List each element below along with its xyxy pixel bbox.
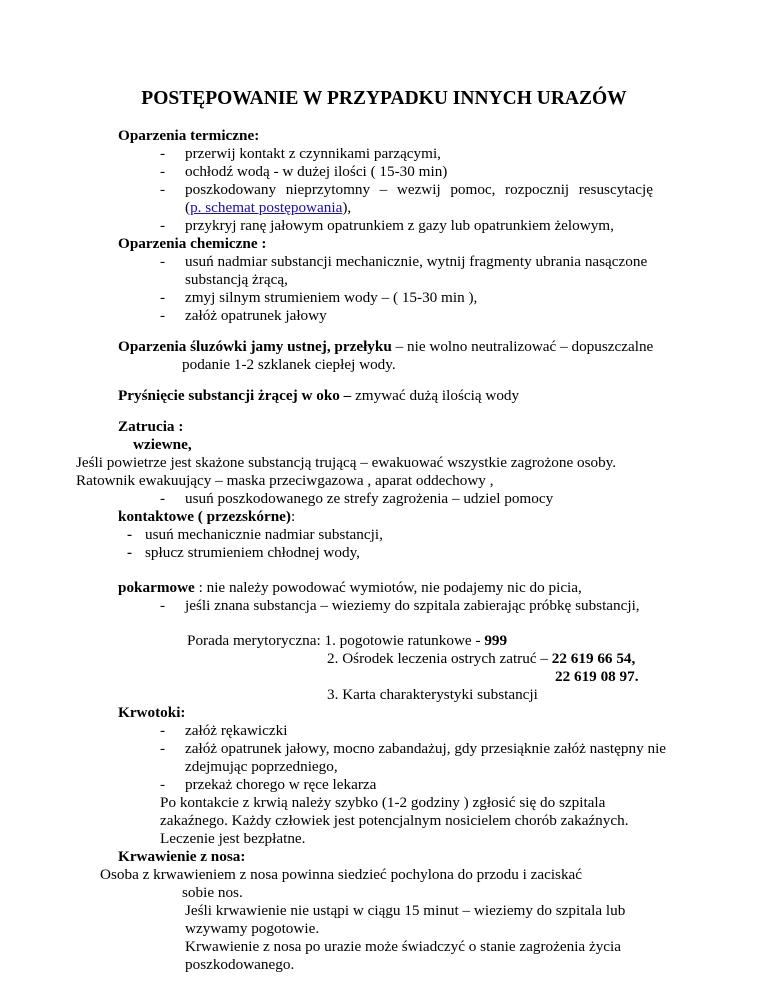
paren-close: ), xyxy=(342,199,352,216)
bullet-dash: - xyxy=(160,253,166,270)
bullet-dash: - xyxy=(160,217,166,234)
bullet-dash: - xyxy=(160,597,166,614)
bullet-dash: - xyxy=(160,740,166,757)
bleeding-heading: Krwotoki: xyxy=(118,704,186,721)
word: wezwij xyxy=(396,181,441,198)
schema-link[interactable]: p. schemat postępowania xyxy=(190,199,343,216)
food-heading-bold: pokarmowe xyxy=(118,579,195,596)
advice-line-3: 3. Karta charakterystyki substancji xyxy=(327,686,538,703)
bullet-dash: - xyxy=(160,181,166,198)
inhalation-heading: wziewne, xyxy=(133,436,192,453)
mucosa-line-1 xyxy=(118,338,653,356)
inhalation-item-1: usuń poszkodowanego ze strefy zagrożenia – udziel pomocy xyxy=(185,490,554,507)
contact-heading-colon: : xyxy=(290,508,296,525)
advice-2-label: 2. Ośrodek leczenia ostrych zatruć – xyxy=(327,650,552,667)
contact-item-2: spłucz strumieniem chłodnej wody, xyxy=(145,544,360,561)
bleeding-note-2: zakaźnego. Każdy człowiek jest potencjalnym nosicielem chorób zakaźnych. xyxy=(160,812,629,829)
chemical-item-2: zmyj silnym strumieniem wody – ( 15-30 min ), xyxy=(185,289,478,306)
thermal-item-4: przykryj ranę jałowym opatrunkiem z gazy lub opatrunkiem żelowym, xyxy=(185,217,614,234)
nosebleed-line-1: Osoba z krwawieniem z nosa powinna siedzieć pochylona do przodu i zaciskać xyxy=(100,866,583,883)
bullet-dash: - xyxy=(160,289,166,306)
poison-heading: Zatrucia : xyxy=(118,418,184,435)
contact-heading-bold: kontaktowe ( przezskórne) xyxy=(118,508,291,525)
bullet-dash: - xyxy=(160,490,166,507)
page-title: POSTĘPOWANIE W PRZYPADKU INNYCH URAZÓW xyxy=(141,88,627,109)
bleeding-item-2-cont: zdejmując poprzedniego, xyxy=(185,758,338,775)
thermal-item-1: przerwij kontakt z czynnikami parzącymi, xyxy=(185,145,441,162)
phone-1: 22 619 66 54, xyxy=(551,650,636,667)
thermal-heading: Oparzenia termiczne: xyxy=(118,127,260,144)
eye-bold: Pryśnięcie substancji żrącej w oko – xyxy=(118,387,352,404)
word: nieprzytomny xyxy=(285,181,371,198)
bleeding-item-1: załóż rękawiczki xyxy=(185,722,288,739)
inhalation-line-2: Ratownik ewakuujący – maska przeciwgazowa , aparat oddechowy , xyxy=(76,472,494,489)
nosebleed-line-3: Jeśli krwawienie nie ustąpi w ciągu 15 minut – wieziemy do szpitala lub xyxy=(185,902,626,919)
word: resuscytację xyxy=(578,181,653,198)
advice-line-2 xyxy=(327,650,635,668)
advice-label: Porada merytoryczna: 1. pogotowie ratunkowe - xyxy=(187,632,485,649)
food-item-1: jeśli znana substancja – wieziemy do szpitala zabierając próbkę substancji, xyxy=(185,597,640,614)
nosebleed-line-6: poszkodowanego. xyxy=(185,956,295,973)
bleeding-item-3: przekaż chorego w ręce lekarza xyxy=(185,776,377,793)
inhalation-line-1: Jeśli powietrze jest skażone substancją trującą – ewakuować wszystkie zagrożone osoby. xyxy=(76,454,617,471)
bleeding-item-2: załóż opatrunek jałowy, mocno zabandażuj, gdy przesiąknie załóż następny nie xyxy=(185,740,667,757)
chemical-item-1: usuń nadmiar substancji mechanicznie, wytnij fragmenty ubrania nasączone xyxy=(185,253,648,270)
chemical-item-3: załóż opatrunek jałowy xyxy=(185,307,327,324)
contact-heading xyxy=(118,508,295,526)
nosebleed-heading: Krwawienie z nosa: xyxy=(118,848,246,865)
bullet-dash: - xyxy=(160,145,166,162)
advice-line-1 xyxy=(187,632,507,650)
food-heading xyxy=(118,579,582,597)
bullet-dash: - xyxy=(160,307,166,324)
phone-2: 22 619 08 97. xyxy=(555,668,639,685)
bleeding-note-3: Leczenie jest bezpłatne. xyxy=(160,830,306,847)
bullet-dash: - xyxy=(127,526,133,543)
thermal-item-3-cont xyxy=(185,199,351,217)
eye-rest: zmywać dużą ilością wody xyxy=(351,387,520,404)
thermal-item-2: ochłodź wodą - w dużej ilości ( 15-30 min) xyxy=(185,163,448,180)
chemical-heading: Oparzenia chemiczne : xyxy=(118,235,267,252)
bullet-dash: - xyxy=(160,776,166,793)
mucosa-line-2: podanie 1-2 szklanek ciepłej wody. xyxy=(182,356,396,373)
eye-line xyxy=(118,387,519,405)
bullet-dash: - xyxy=(160,722,166,739)
word: pomoc, xyxy=(450,181,496,198)
mucosa-bold: Oparzenia śluzówki jamy ustnej, przełyku xyxy=(118,338,392,355)
word: rozpocznij xyxy=(505,181,570,198)
nosebleed-line-5: Krwawienie z nosa po urazie może świadczyć o stanie zagrożenia życia xyxy=(185,938,622,955)
chemical-item-1-cont: substancją żrącą, xyxy=(185,271,288,288)
nosebleed-line-2: sobie nos. xyxy=(182,884,243,901)
bullet-dash: - xyxy=(127,544,133,561)
emergency-number: 999 xyxy=(484,632,508,649)
nosebleed-line-4: wzywamy pogotowie. xyxy=(185,920,320,937)
bullet-dash: - xyxy=(160,163,166,180)
mucosa-rest: – nie wolno neutralizować – dopuszczalne xyxy=(391,338,654,355)
thermal-item-3 xyxy=(185,181,653,199)
word: poszkodowany xyxy=(185,181,277,198)
word: – xyxy=(379,181,388,198)
contact-item-1: usuń mechanicznie nadmiar substancji, xyxy=(145,526,383,543)
paren-open: ( xyxy=(185,199,191,216)
bleeding-note-1: Po kontakcie z krwią należy szybko (1-2 godziny ) zgłosić się do szpitala xyxy=(160,794,606,811)
food-heading-rest: : nie należy powodować wymiotów, nie podajemy nic do picia, xyxy=(194,579,582,596)
